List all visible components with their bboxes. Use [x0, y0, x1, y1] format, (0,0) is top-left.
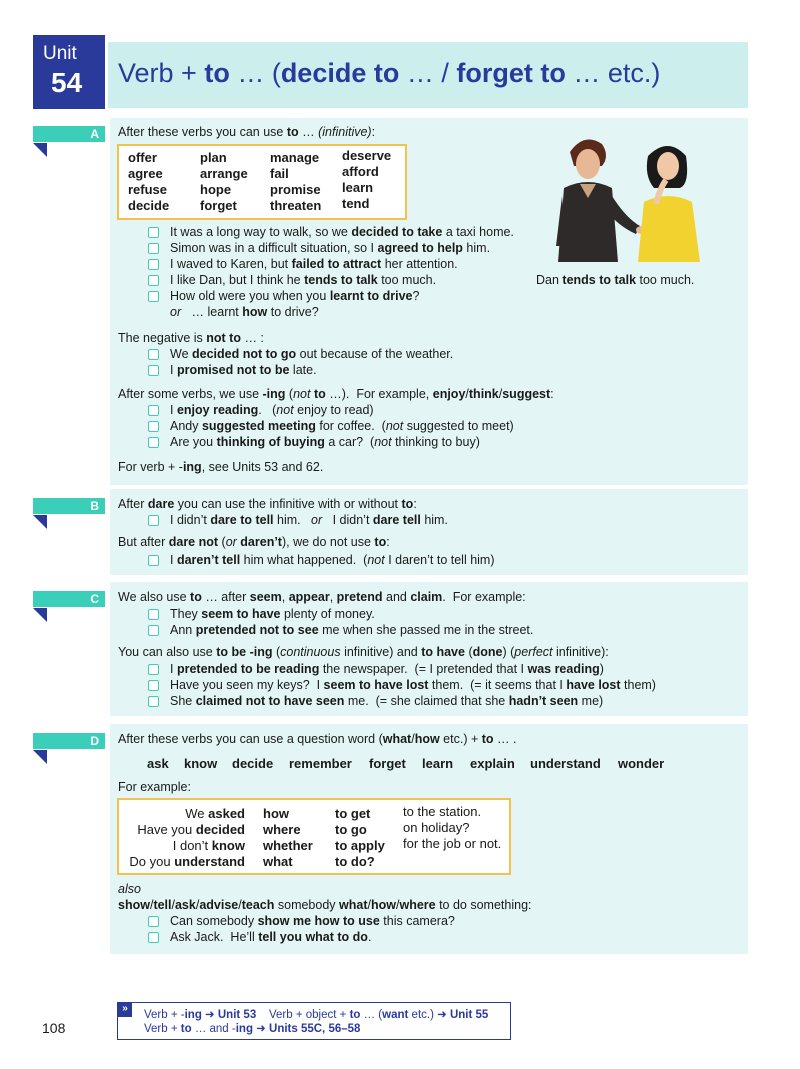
also-label: also [118, 882, 141, 896]
table-cell: I don’t know [172, 838, 245, 853]
negative-example-2: I promised not to be late. [170, 363, 317, 377]
verb-box-a [117, 144, 407, 220]
page-number: 108 [42, 1020, 66, 1036]
chevron-right-icon: » [118, 1003, 132, 1017]
bullet-icon [148, 625, 159, 636]
illustration-caption: Dan tends to talk too much. [536, 273, 695, 287]
section-c-example-1: They seem to have plenty of money. [170, 607, 375, 621]
bullet-icon [148, 421, 159, 432]
section-d-example-1: Can somebody show me how to use this camera? [170, 914, 455, 928]
section-a-intro: After these verbs you can use to … (infinitive): [118, 125, 376, 139]
verb-item: afford [342, 164, 379, 179]
section-b-marker [33, 515, 47, 529]
table-cell: where [263, 822, 301, 837]
verb-item: promise [270, 182, 321, 197]
bullet-icon [148, 916, 159, 927]
cross-reference-line-2[interactable]: Verb + to … and -ing ➜ Units 55C, 56–58 [144, 1023, 361, 1035]
page-title: Verb + to … (decide to … / forget to … etc.) [118, 58, 661, 88]
bullet-icon [148, 664, 159, 675]
unit-word: Unit [43, 43, 77, 64]
section-d-marker [33, 750, 47, 764]
section-b-tab: B [33, 498, 105, 514]
verb-item: threaten [270, 198, 322, 213]
table-cell: what [263, 854, 293, 869]
illustration-dan-talking [540, 126, 710, 262]
question-verb: forget [369, 756, 406, 771]
question-verb: remember [289, 756, 352, 771]
question-verb: learn [422, 756, 454, 771]
question-verb: wonder [618, 756, 665, 771]
table-cell: to go [335, 822, 367, 837]
bullet-icon [148, 555, 159, 566]
example-a-1: It was a long way to walk, so we decided to take a taxi home. [170, 225, 514, 239]
example-a-3: I waved to Karen, but failed to attract her attention. [170, 257, 458, 271]
bullet-icon [148, 515, 159, 526]
example-a-or: or … learnt how to drive? [170, 305, 319, 319]
verb-item: plan [200, 150, 227, 165]
table-cell: Have you decided [137, 822, 245, 837]
table-cell: whether [263, 838, 313, 853]
section-c-tab: C [33, 591, 105, 607]
table-cell: how [263, 806, 289, 821]
verb-item: deserve [342, 148, 392, 163]
verb-item: refuse [128, 182, 168, 197]
section-c-intro: We also use to … after seem, appear, pretend and claim. For example: [118, 590, 526, 604]
bullet-icon [148, 680, 159, 691]
negative-example-1: We decided not to go out because of the weather. [170, 347, 454, 361]
section-a-marker [33, 143, 47, 157]
verb-item: learn [342, 180, 374, 195]
cross-reference-line-1[interactable]: Verb + -ing ➜ Unit 53 Verb + object + to … (want etc.) ➜ Unit 55 [144, 1009, 489, 1021]
verb-item: offer [128, 150, 157, 165]
verb-item: hope [200, 182, 232, 197]
section-c-intro-2: You can also use to be -ing (continuous infinitive) and to have (done) (perfect infinitive): [118, 645, 609, 659]
bullet-icon [148, 243, 159, 254]
ing-intro: After some verbs, we use -ing (not to …). For example, enjoy/think/suggest: [118, 387, 554, 401]
section-c-example-2: Ann pretended not to see me when she passed me in the street. [170, 623, 534, 637]
example-a-4: I like Dan, but I think he tends to talk too much. [170, 273, 437, 287]
negative-intro: The negative is not to … : [118, 331, 264, 345]
section-d-intro: After these verbs you can use a question word (what/how etc.) + to … . [118, 732, 517, 746]
show-tell-line: show/tell/ask/advise/teach somebody what/how/where to do something: [118, 898, 532, 912]
ing-example-2: Andy suggested meeting for coffee. (not suggested to meet) [170, 419, 514, 433]
table-cell: to the station. [403, 804, 482, 819]
bullet-icon [148, 365, 159, 376]
section-c-marker [33, 608, 47, 622]
section-b-intro-2: But after dare not (or daren’t), we do not use to: [118, 535, 390, 549]
table-cell: to get [335, 806, 371, 821]
verb-item: decide [128, 198, 170, 213]
for-example: For example: [118, 780, 191, 794]
unit-number: 54 [51, 67, 83, 98]
section-d-tab: D [33, 733, 105, 749]
bullet-icon [148, 437, 159, 448]
bullet-icon [148, 609, 159, 620]
section-a-tab: A [33, 126, 105, 142]
unit-badge [33, 35, 105, 109]
section-c-example-5: She claimed not to have seen me. (= she claimed that she hadn’t seen me) [170, 694, 604, 708]
table-cell: We asked [185, 806, 245, 821]
cross-reference-box [117, 1002, 511, 1040]
verb-item: tend [342, 196, 370, 211]
bullet-icon [148, 227, 159, 238]
ing-example-1: I enjoy reading. (not enjoy to read) [170, 403, 374, 417]
verb-item: arrange [200, 166, 248, 181]
bullet-icon [148, 932, 159, 943]
see-also: For verb + -ing, see Units 53 and 62. [118, 460, 324, 474]
bullet-icon [148, 275, 159, 286]
question-verb: explain [470, 756, 515, 771]
bullet-icon [148, 259, 159, 270]
question-verb: decide [232, 756, 274, 771]
verb-item: agree [128, 166, 163, 181]
verb-item: forget [200, 198, 237, 213]
bullet-icon [148, 349, 159, 360]
example-a-2: Simon was in a difficult situation, so I agreed to help him. [170, 241, 491, 255]
section-d-example-2: Ask Jack. He’ll tell you what to do. [170, 930, 372, 944]
question-verb: know [184, 756, 218, 771]
section-b-example-2: I daren’t tell him what happened. (not I daren’t to tell him) [170, 553, 495, 567]
section-c-example-4: Have you seen my keys? I seem to have lost them. (= it seems that I have lost them) [170, 678, 656, 692]
question-verb: ask [147, 756, 169, 771]
verb-item: manage [270, 150, 320, 165]
table-cell: for the job or not. [403, 836, 502, 851]
table-cell: on holiday? [403, 820, 470, 835]
question-word-table [117, 798, 511, 875]
question-verb: understand [530, 756, 601, 771]
table-cell: Do you understand [129, 854, 245, 869]
table-cell: to do? [335, 854, 375, 869]
bullet-icon [148, 405, 159, 416]
bullet-icon [148, 291, 159, 302]
verb-item: fail [270, 166, 289, 181]
section-c-example-3: I pretended to be reading the newspaper. (= I pretended that I was reading) [170, 662, 604, 676]
example-a-5: How old were you when you learnt to drive? [170, 289, 420, 303]
ing-example-3: Are you thinking of buying a car? (not thinking to buy) [170, 435, 480, 449]
bullet-icon [148, 696, 159, 707]
table-cell: to apply [335, 838, 385, 853]
section-b-example-1: I didn’t dare to tell him. or I didn’t dare tell him. [170, 513, 448, 527]
section-b-intro: After dare you can use the infinitive with or without to: [118, 497, 417, 511]
